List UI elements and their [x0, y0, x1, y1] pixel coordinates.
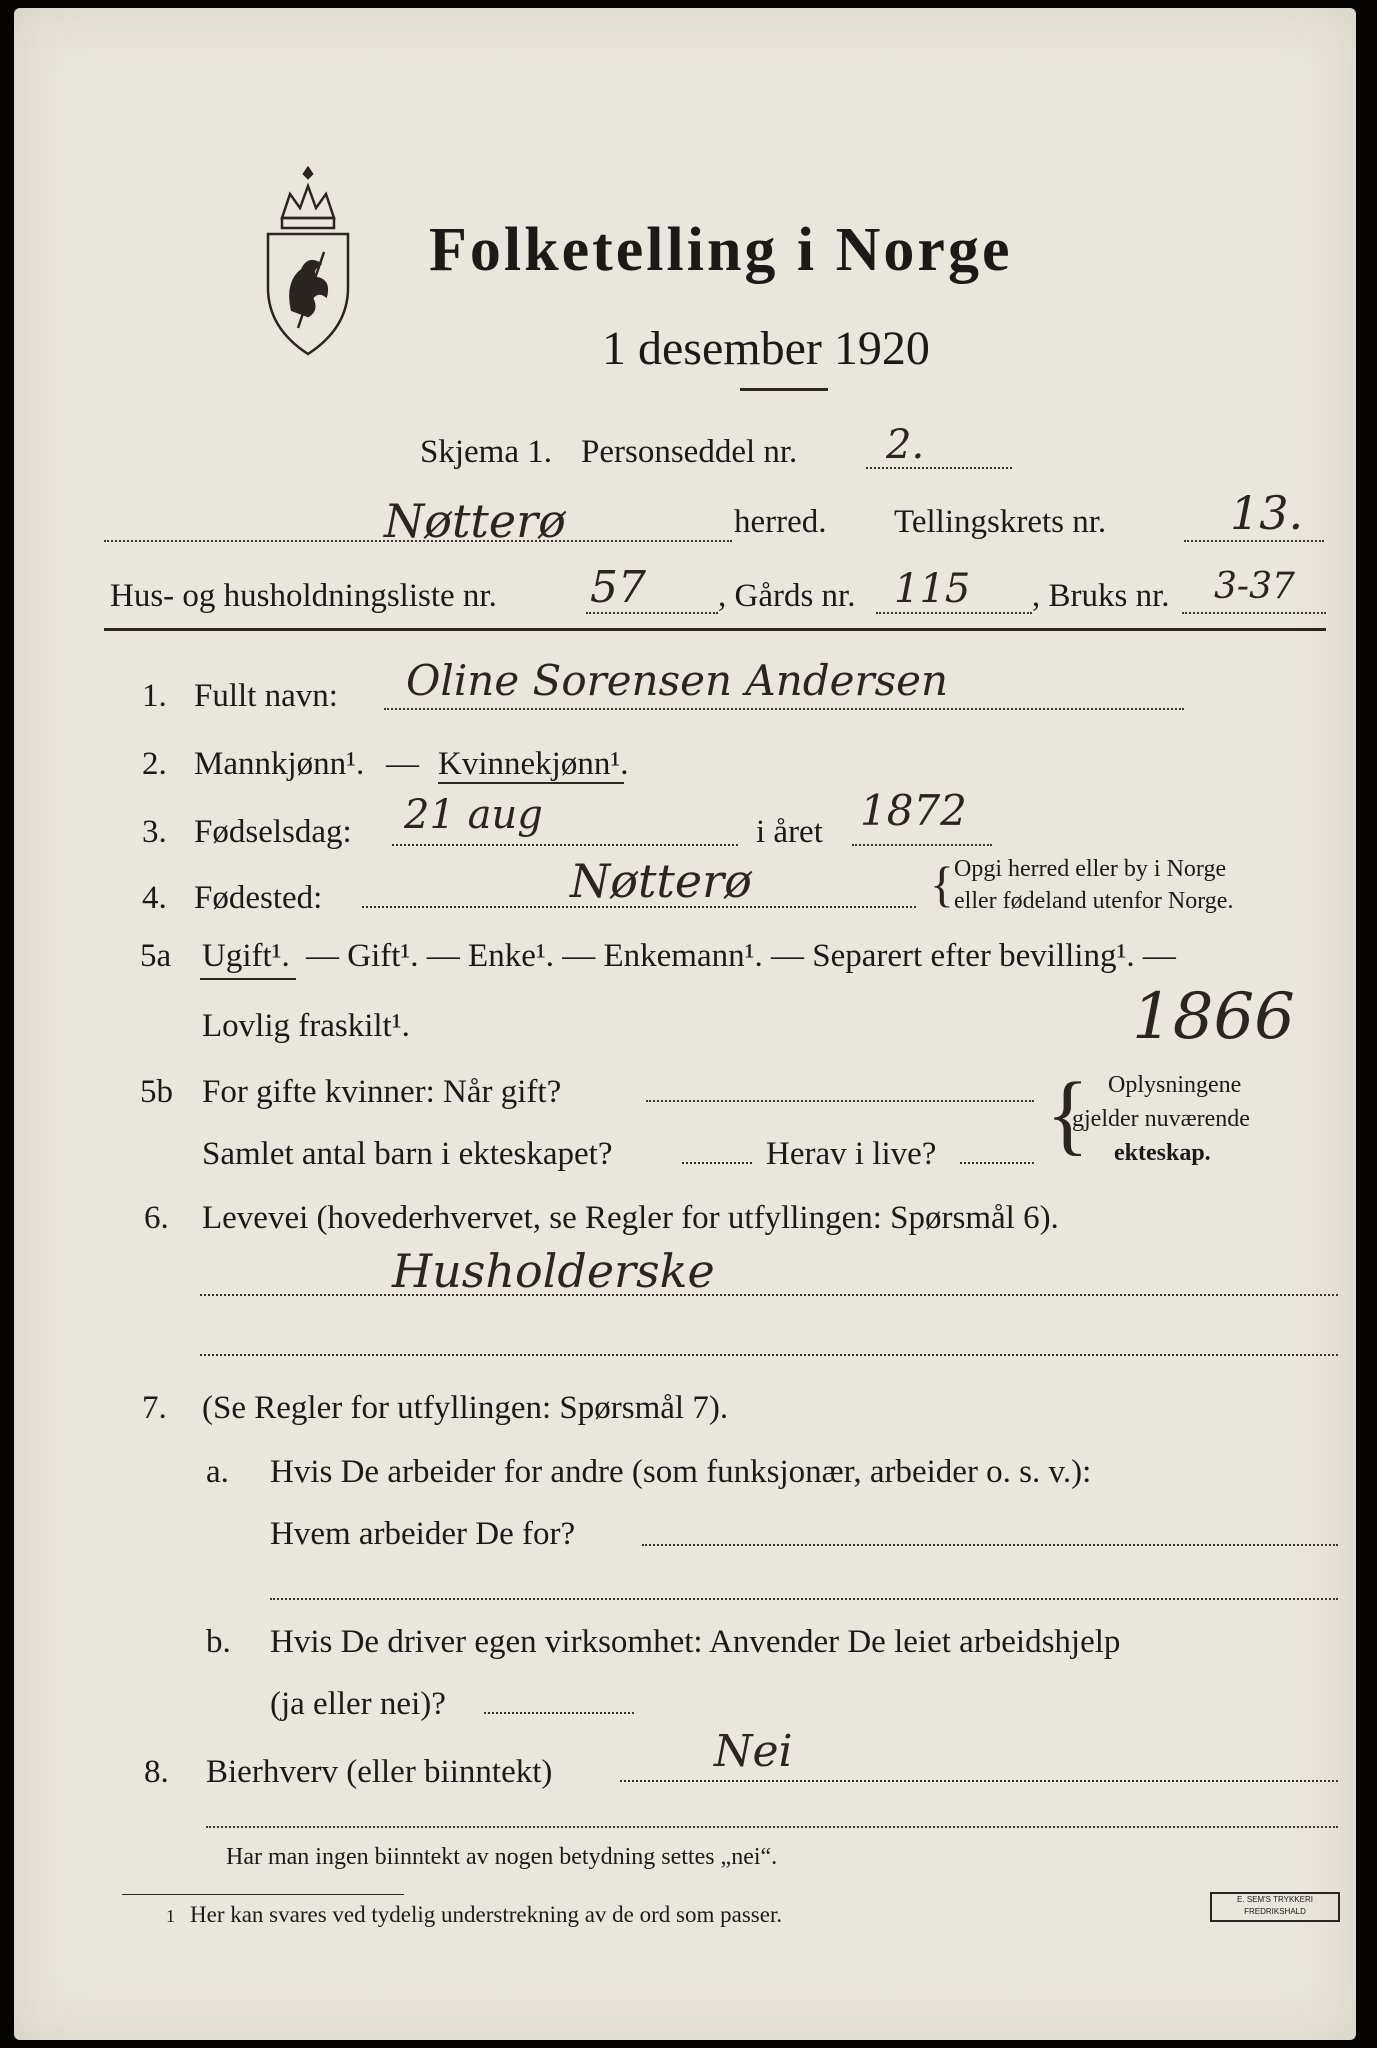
q5b-note-line2: gjelder nuværende: [1072, 1106, 1250, 1132]
herred-value: Nøtterø: [384, 494, 566, 548]
form-title: Folketelling i Norge: [429, 216, 1013, 284]
q5b-married-label: For gifte kvinner: Når gift?: [202, 1074, 562, 1110]
q1-field[interactable]: [384, 708, 1184, 710]
q5b-note-line1: Oplysningene: [1108, 1072, 1242, 1098]
q5a-number: 5a: [140, 938, 172, 974]
q2-male-option[interactable]: Mannkjønn¹.: [194, 746, 365, 782]
q7b-answer-field[interactable]: [484, 1712, 634, 1714]
q7a-employer-field-line2[interactable]: [270, 1598, 1338, 1600]
q5b-alive-label: Herav i live?: [766, 1136, 937, 1172]
q7a-label: Hvis De arbeider for andre (som funksjonær, arbeider o. s. v.):: [270, 1454, 1092, 1490]
footnote-mark: 1: [166, 1906, 175, 1926]
q8-number: 8.: [144, 1754, 169, 1790]
norwegian-coat-of-arms-icon: [262, 160, 354, 360]
q5b-number: 5b: [140, 1074, 173, 1110]
tellingskrets-label: Tellingskrets nr.: [894, 504, 1107, 540]
footnote-rule: [122, 1894, 404, 1895]
q3-birthday-value: 21 aug: [404, 792, 543, 838]
q5a-ugift-option[interactable]: Ugift¹.: [202, 938, 290, 974]
q4-label: Fødested:: [194, 880, 323, 916]
q2-female-underline: [438, 782, 624, 784]
q3-number: 3.: [142, 814, 167, 850]
bruks-label: , Bruks nr.: [1032, 578, 1170, 614]
q7a-employer-label: Hvem arbeider De for?: [270, 1516, 576, 1552]
tellingskrets-field[interactable]: [1184, 540, 1324, 542]
q5b-children-label: Samlet antal barn i ekteskapet?: [202, 1136, 613, 1172]
q7b-letter: b.: [206, 1624, 231, 1660]
q7a-letter: a.: [206, 1454, 229, 1490]
q7-number: 7.: [142, 1390, 167, 1426]
q2-number: 2.: [142, 746, 167, 782]
husliste-value: 57: [590, 562, 646, 613]
q1-value: Oline Sorensen Andersen: [406, 656, 949, 705]
q2-female-option[interactable]: Kvinnekjønn¹.: [438, 746, 629, 782]
q3-label: Fødselsdag:: [194, 814, 352, 850]
header-rule: [104, 628, 1326, 631]
q4-value: Nøtterø: [570, 854, 752, 908]
q4-note-line2: eller fødeland utenfor Norge.: [954, 888, 1234, 914]
q7b-label: Hvis De driver egen virksomhet: Anvender De leiet arbeidshjelp: [270, 1624, 1121, 1660]
census-date: 1 desember 1920: [602, 322, 930, 375]
q8-field[interactable]: [620, 1780, 1338, 1782]
gards-label: , Gårds nr.: [718, 578, 856, 614]
gards-value: 115: [894, 566, 971, 612]
q6-field-line2[interactable]: [200, 1354, 1338, 1356]
q5b-note-bracket: {: [1046, 1065, 1090, 1164]
husliste-label: Hus- og husholdningsliste nr.: [110, 578, 497, 614]
q2-dash: —: [386, 746, 419, 782]
title-divider: [740, 388, 828, 391]
tellingskrets-value: 13.: [1230, 486, 1304, 540]
personseddel-label: Personseddel nr.: [581, 434, 798, 470]
q7-label: (Se Regler for utfyllingen: Spørsmål 7).: [202, 1390, 729, 1426]
q8-note: Har man ingen biinntekt av nogen betydning settes „nei“.: [226, 1844, 778, 1870]
q5a-handwritten-note: 1866: [1132, 980, 1295, 1054]
q5b-married-field[interactable]: [646, 1100, 1034, 1102]
bruks-value: 3-37: [1214, 566, 1295, 607]
q4-note-bracket: {: [930, 856, 954, 912]
q1-number: 1.: [142, 678, 167, 714]
census-form-sheet: [14, 8, 1356, 2040]
q5a-other-options[interactable]: — Gift¹. — Enke¹. — Enkemann¹. — Separert efter bevilling¹. —: [306, 938, 1176, 974]
q7a-employer-field[interactable]: [642, 1544, 1338, 1546]
q3-year-field[interactable]: [852, 844, 992, 846]
q3-year-label: i året: [756, 814, 823, 850]
printer-stamp: E. SEM'S TRYKKERI FREDRIKSHALD: [1210, 1892, 1340, 1922]
q6-number: 6.: [144, 1200, 169, 1236]
q7b-answer-label: (ja eller nei)?: [270, 1686, 446, 1722]
q5a-lovlig-fraskilt-option[interactable]: Lovlig fraskilt¹.: [202, 1008, 410, 1044]
q5b-children-field[interactable]: [682, 1162, 752, 1164]
q6-label: Levevei (hovederhvervet, se Regler for utfyllingen: Spørsmål 6).: [202, 1200, 1059, 1236]
bruks-field[interactable]: [1182, 612, 1326, 614]
gards-field[interactable]: [876, 612, 1032, 614]
q5a-ugift-underline: [200, 978, 296, 980]
q8-field-line2[interactable]: [206, 1826, 1338, 1828]
herred-label: herred.: [734, 504, 827, 540]
q3-year-value: 1872: [860, 786, 967, 835]
q3-birthday-field[interactable]: [392, 844, 738, 846]
q5b-alive-field[interactable]: [960, 1162, 1034, 1164]
skjema-label: Skjema 1.: [420, 434, 552, 470]
personseddel-value: 2.: [886, 422, 925, 468]
q4-number: 4.: [142, 880, 167, 916]
footnote-text: Her kan svares ved tydelig understrekning av de ord som passer.: [190, 1902, 783, 1927]
q8-value: Nei: [714, 1726, 793, 1777]
q8-label: Bierhverv (eller biinntekt): [206, 1754, 553, 1790]
q6-field-line1[interactable]: [200, 1294, 1338, 1296]
q1-label: Fullt navn:: [194, 678, 338, 714]
q5b-note-line3: ekteskap.: [1114, 1140, 1211, 1166]
q4-note-line1: Opgi herred eller by i Norge: [954, 856, 1227, 882]
q6-value: Husholderske: [392, 1244, 715, 1298]
